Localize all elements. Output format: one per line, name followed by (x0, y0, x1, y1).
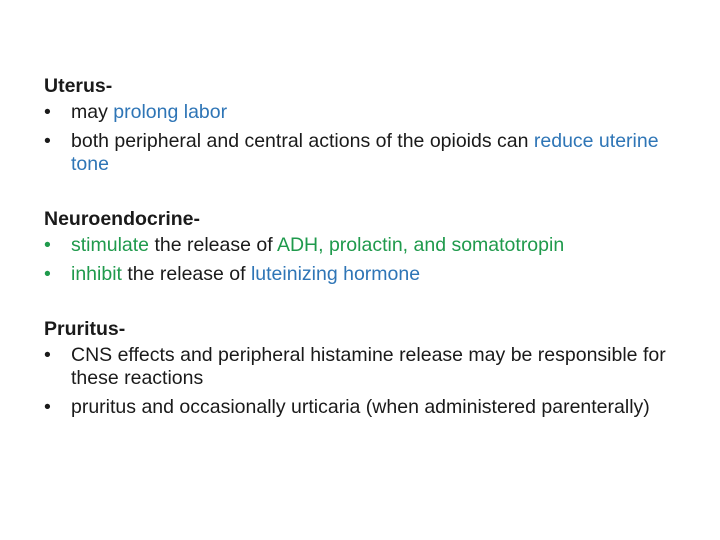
bullet-item (44, 263, 684, 286)
bullet-icon: • (44, 396, 51, 418)
bullet-text-segment: inhibit (71, 263, 122, 285)
bullet-text-segment: pruritus and occasionally urticaria (when administered parenterally) (71, 396, 650, 418)
bullet-icon: • (44, 234, 51, 256)
bullet-item (44, 101, 684, 124)
bullet-text-segment: ADH, prolactin, and somatotropin (276, 234, 565, 256)
bullet-text-segment: reduce uterine tone (71, 130, 659, 175)
section-heading: Uterus- (44, 75, 113, 97)
bullet-text-segment: the release of (149, 234, 277, 256)
bullet-icon: • (44, 101, 51, 123)
bullet-text-segment: the release of (121, 263, 251, 285)
bullet-list (44, 234, 684, 286)
bullet-text-segment: may (71, 101, 114, 123)
bullet-text-segment: CNS effects and peripheral histamine release may be responsible for these reactions (71, 344, 666, 389)
section-neuroendocrine (44, 205, 684, 286)
section-heading: Pruritus- (44, 318, 126, 340)
bullet-text-segment: prolong labor (113, 101, 228, 123)
bullet-item (44, 234, 684, 257)
bullet-text-segment: stimulate (71, 234, 150, 256)
section-heading: Neuroendocrine- (44, 208, 201, 230)
bullet-list (44, 101, 684, 176)
bullet-list (44, 344, 684, 419)
slide-content (44, 72, 684, 448)
bullet-item (44, 396, 684, 419)
section-uterus (44, 72, 684, 176)
bullet-icon: • (44, 130, 51, 152)
bullet-icon: • (44, 263, 51, 285)
bullet-icon: • (44, 344, 51, 366)
bullet-item (44, 344, 684, 390)
bullet-item (44, 130, 684, 176)
bullet-text-segment: both peripheral and central actions of the opioids can (71, 130, 534, 152)
section-pruritus (44, 315, 684, 419)
bullet-text-segment: luteinizing hormone (250, 263, 421, 285)
